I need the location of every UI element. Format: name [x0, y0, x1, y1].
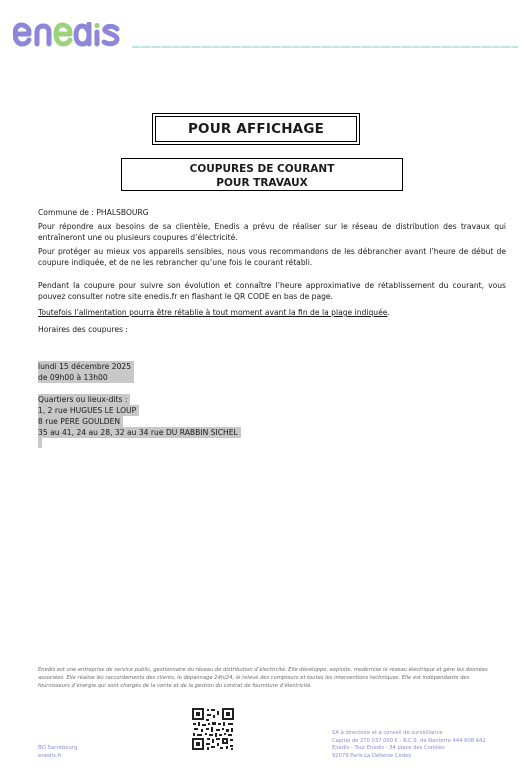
footer-address-1: Enedis - Tour Enedis - 34 place des Corolles [332, 745, 445, 752]
header-divider [132, 46, 518, 48]
schedule-datetime [38, 361, 134, 383]
footer-note: Enedis est une entreprise de service public, gestionnaire du réseau de distribution d’électricité. Elle développe, exploite, modernise le réseau électrique et gère les données associées. Elle réalise les raccordements des clients, le dépannage 24h/24, le relevé des compteurs et toutes les interventions techniques. Elle est indépendante des fournisseurs d’énergie qui sont chargés de la vente et de la gestion du contrat de fourniture d’électricité. [38, 667, 488, 690]
footer-office: BO Sarrebourg [38, 745, 78, 751]
places-label-row [38, 394, 130, 405]
footer-legal-2: Capital de 270 037 000 € - R.C.S. de Nanterre 444 608 442 [332, 737, 486, 744]
schedule-label: Horaires des coupures : [38, 325, 128, 334]
enedis-logo-mark [13, 22, 131, 48]
place-item: 1, 2 rue HUGUES LE LOUP [38, 406, 137, 415]
qr-code[interactable] [191, 707, 235, 755]
warning-end: . [387, 308, 390, 317]
commune-line: Commune de : PHALSBOURG [38, 208, 149, 217]
place-item: 8 rue PERE GOULDEN [38, 417, 121, 426]
place-item: 35 au 41, 24 au 28, 32 au 34 rue DU RABBIN SICHEL [38, 428, 238, 437]
schedule-hours: de 09h00 à 13h00 [38, 373, 108, 382]
schedule-places [38, 394, 241, 451]
footer-left [38, 745, 78, 760]
place-row [38, 416, 123, 427]
footer-website[interactable]: enedis.fr [38, 752, 62, 759]
warning-text: Toutefois l’alimentation pourra être rétablie à tout moment avant la fin de la plage indiquée [38, 308, 388, 317]
footer-address-2: 92079 Paris La Défense Cedex [332, 752, 412, 759]
places-label: Quartiers ou lieux-dits : [38, 395, 128, 404]
place-row [38, 427, 241, 438]
notice-subtitle-line2: POUR TRAVAUX [216, 177, 308, 189]
notice-subtitle-line1: COUPURES DE COURANT [189, 163, 335, 175]
schedule-date-hours [38, 361, 134, 383]
schedule-date: lundi 15 décembre 2025 [38, 362, 132, 371]
warning-line [38, 307, 506, 318]
empty-highlight [38, 438, 42, 448]
place-row [38, 405, 139, 416]
enedis-logo [13, 22, 131, 48]
footer-right [332, 730, 486, 760]
paragraph-2: Pour protéger au mieux vos appareils sensibles, nous vous recommandons de les débrancher avant l’heure de début de coupure indiquée, et de ne les rebrancher qu’une fois le courant rétabli. [38, 247, 506, 268]
qr-code-icon [191, 707, 235, 751]
notice-subtitle [121, 158, 403, 191]
notice-title: POUR AFFICHAGE [155, 116, 357, 142]
paragraph-3: Pendant la coupure pour suivre son évolution et connaître l’heure approximative de rétablissement du courant, vous pouvez consulter notre site enedis.fr en flashant le QR CODE en bas de page. [38, 281, 506, 302]
footer-legal-1: SA à directoire et à conseil de surveillance [332, 730, 443, 736]
paragraph-1: Pour répondre aux besoins de sa clientèle, Enedis a prévu de réaliser sur le réseau de distribution des travaux qui entraîneront une ou plusieurs coupures d’électricité. [38, 222, 506, 243]
